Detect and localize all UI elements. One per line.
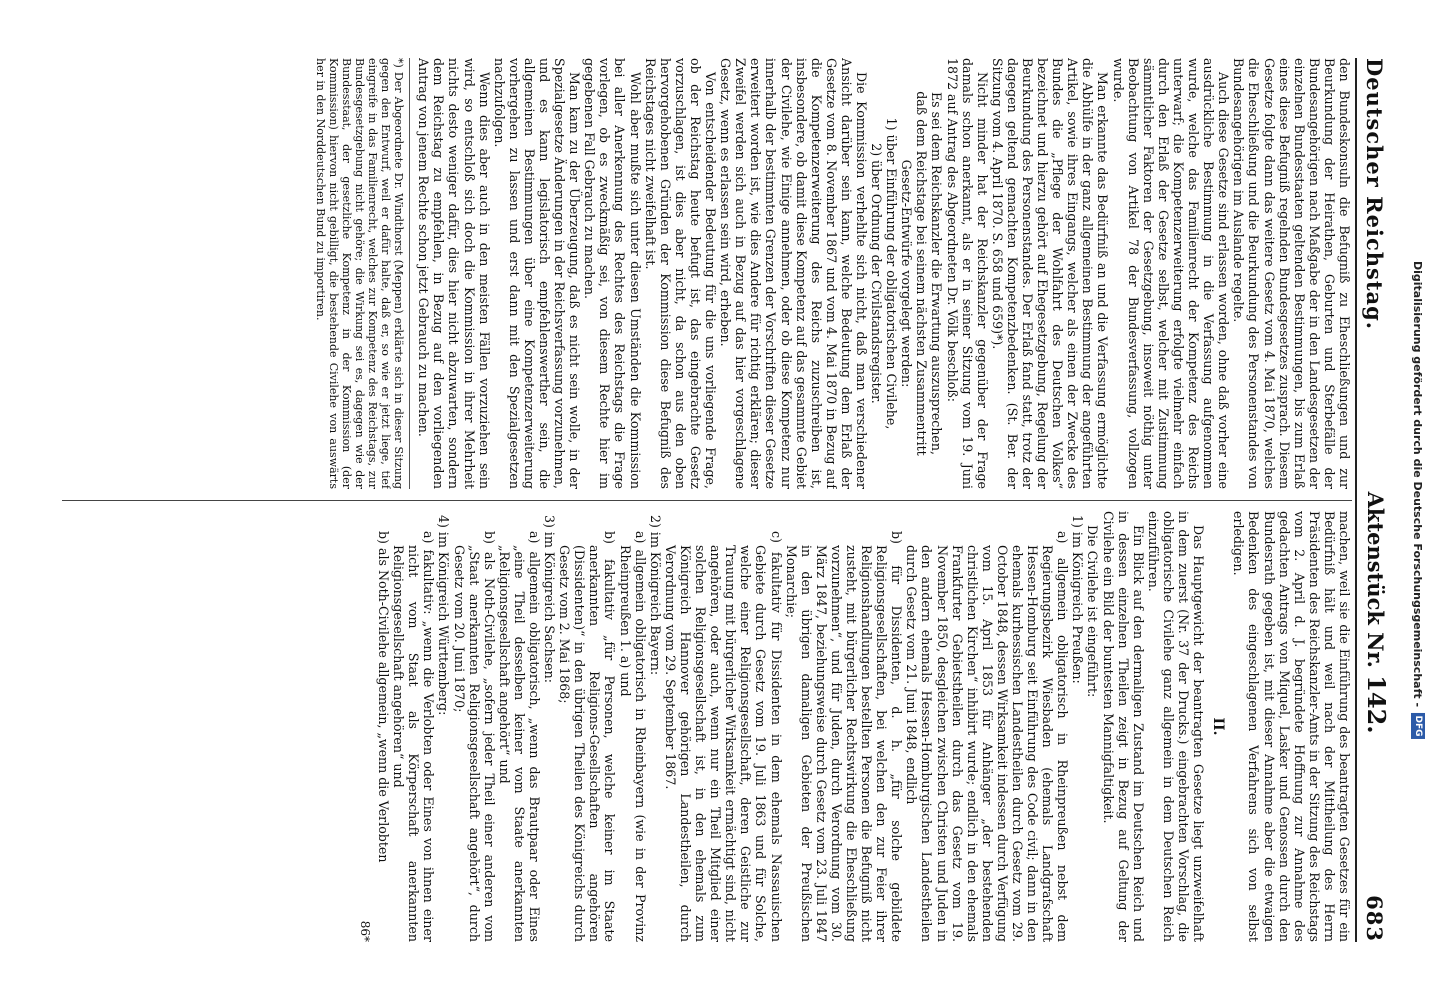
list-subitem: a) allgemein obligatorisch, „wenn das Brautpaar oder Eines „eine Theil desselben keiner vom Staate anerkannten „Religionsgesellschaft angehört“ und — [496, 531, 543, 942]
paragraph: machen, weil sie die Einführung des beantragten Gesetzes für ein Bedürfniß hält und weil nach der Mittheilung des Herrn Präsidenten des Reichskanzler-Amts in der Sitzung des Reichstags vom 2. April d. J. begründete Hoffnung zur Annahme des gedachten Antrags von Miquel, Lasker und Genossen durch den Bundesrath gegeben ist, mit dieser Annahme aber die etwaigen Bedenken des eingeschlagenen Verfahrens sich von selbst erledigen. — [1231, 511, 1352, 942]
section-heading: II. — [1210, 717, 1227, 736]
list-subitem: b) fakultativ „für Personen, welche keiner im Staate anerkannten Religions-Gesellschaften angehören (Dissidenten)“ in den übrigen Theilen des Königreichs durch Gesetz vom 2. Mai 1868; — [557, 531, 618, 942]
list-item: 2) über Ordnung der Civilstandsregister. — [869, 143, 885, 404]
paragraph: Nicht minder hat der Reichskanzler gegenüber der Frage damals schon anerkannt, als er in seiner Sitzung vom 19. Juni 1872 auf Antrag des Abgeordneten Dr. Völk beschloß: — [944, 58, 990, 489]
paragraph: Die Civilehe ist eingeführt: — [1085, 525, 1101, 698]
page-header — [1355, 58, 1402, 942]
list-subitem: b) für Dissidenten, d. h. „für solche gebildete Religionsgesellschaften, bei welchen den zur Feier ihrer Religionshandlungen bestellten Personen die Befugniß nicht zusteht, mit bürgerlicher Rechtswirkung die Eheschließung vorzunehmen“, und für Juden, durch Verordnung vom 30. März 1847, beziehungsweise durch Gesetz vom 23. Juli 1847 in den übrigen damaligen Gebieten der Preußischen Monarchie; — [783, 531, 905, 942]
list-subitem: c) fakultativ für Dissidenten in dem ehemals Nassauischen Gebiete durch Gesetz vom 19. Juli 1863 und für Solche, welche einer Religionsgesellschaft, deren Geistliche zur Trauung mit bürgerlicher Wirksamkeit ermächtigt sind, nicht angehören, oder auch, wenn nur ein Theil Mitglied einer solchen Religionsgesellschaft ist, in den ehemals zum Königreich Hannover gehörigen Landestheilen, durch Verordnung vom 29. September 1867. — [662, 531, 784, 942]
paragraph: Wenn dies aber auch in den meisten Fällen vorzuziehen sein wird, so entschloß sich doch die Kommission in ihrer Mehrheit nichts desto weniger dafür, dies hier nicht abzuwarten, sondern dem Reichstag zu empfehlen, in Bezug auf den vorliegenden Antrag von jenem Rechte schon jetzt Gebrauch zu machen. — [416, 58, 492, 489]
columns — [62, 58, 1352, 942]
right-column — [62, 511, 1352, 942]
list-subitem: b) als Noth-Civilehe allgemein, „wenn die Verlobten — [376, 531, 392, 863]
paragraph: Wohl aber mußte sich unter diesen Umständen die Kommission bei aller Anerkennung des Rechtes des Reichstags die Frage vorlegen, ob es zweckmäßig sei, von diesem Rechte hier im gegebenen Fall Gebrauch zu machen. — [582, 58, 643, 489]
credit-text: Digitalisierung gefördert durch die Deutsche Forschungsgemeinschaft - — [1411, 260, 1425, 708]
left-column — [62, 58, 1352, 489]
list-subitem: a) fakultativ: „wenn die Verlobten oder Eines von ihnen einer nicht vom Staat als Körperschaft anerkannten Religionsgesellschaft angehören“ und — [391, 531, 437, 942]
page-number: 683 — [1362, 895, 1387, 942]
list-item: 1) über Einführung der obligatorischen Civilehe, — [884, 117, 900, 430]
page-reference: 86* — [358, 920, 372, 942]
header-left-title: Deutscher Reichstag. — [1362, 58, 1387, 331]
dfg-logo: DFG — [1411, 713, 1425, 739]
list-item: 4) im Königreich Württemberg: — [436, 515, 452, 716]
digitization-credit — [1411, 261, 1425, 739]
paragraph: Die Kommission verhehlte sich nicht, daß man verschiedener Ansicht darüber sein kann, welche Bedeutung dem Erlaß der Gesetze vom 8. November 1867 und vom 4. Mai 1870 in Bezug auf die Kompetenzerweiterung des Reichs zuzuschreiben ist, insbesondere, ob damit diese Kompetenz auf das gesammte Gebiet der Civilehe, wie Einige annehmen, oder ob diese Kompetenz nur innerhalb der bestimmten Grenzen der Vorschriften dieser Gesetze erweitert worden ist, wie dies Andere für richtig erklären; dieser Zweifel werden sich auch in Bezug auf das hier vorgeschlagene Gesetz, wenn es erlassen sein wird, erheben. — [718, 58, 869, 489]
quote: Es sei dem Reichskanzler die Erwartung auszusprechen, daß dem Reichstage bei seinem nächsten Zusammentritt Gesetz-Entwürfe vorgelegt werden: — [899, 91, 945, 456]
header-number: 142. — [1362, 675, 1391, 734]
paragraph: Ein Blick auf den dermaligen Zustand im Deutschen Reich und in dessen einzelnen Theilen zeigt in Bezug auf Geltung der Civilehe ein Bild der buntesten Mannigfaltigkeit. — [1100, 511, 1146, 942]
list-subitem: a) allgemein obligatorisch in Rheinpreußen nebst dem Regierungsbezirk Wiesbaden (ehemals Landgrafschaft Hessen-Homburg seit Einführung des Code civil; dann in den ehemals kurhessischen Landestheilen durch Gesetz vom 29. October 1848, dessen Wirksamkeit indessen durch Verfügung vom 15. April 1853 für Anhänger „der bestehenden christlichen Kirchen“ inhibirt wurde; endlich in den ehemals Frankfurter Gebietstheilen durch das Gesetz vom 19. November 1850, desgleichen zwischen Christen und Juden in den andern ehemals Hessen-Homburgischen Landestheilen durch Gesetz vom 21. Juni 1848, endlich — [904, 531, 1071, 942]
list-subitem: b) als Noth-Civilehe, „sofern jeder Theil einer anderen vom „Staat anerkannten Religionsgesellschaft angehört“, durch Gesetz vom 20. Juni 1870; — [451, 531, 497, 942]
list-item: 3) im Königreich Sachsen: — [542, 515, 558, 683]
paragraph: den Bundeskonsuln die Befugniß zu Eheschließungen und zur Beurkundung der Heirathen, Geburten und Sterbefälle der Bundesangehörigen nach Maßgabe der in den Landesgesetzen der einzelnen Bundesstaaten geltenden Bestimmungen, bis zum Erlaß eines diese Befugniß regelnden Bundesgesetzes zusprach. Diesem Gesetze folgte dann das weitere Gesetz vom 4. Mai 1870, welches die Eheschließung und die Beurkundung des Personenstandes von Bundesangehörigen im Auslande regelte. — [1231, 58, 1352, 489]
paragraph: Von entscheidender Bedeutung für die uns vorliegende Frage, ob der Reichstag heute befugt ist, das eingebrachte Gesetz vorzuschlagen, ist dies aber nicht, da schon aus den oben hervorgehobenen Gründen der Kommission diese Befugniß des Reichstages nicht zweifelhaft ist. — [642, 58, 719, 489]
list-item: 1) im Königreich Preußen: — [1070, 515, 1086, 684]
header-document-title — [1362, 492, 1391, 734]
paragraph: Auch diese Gesetze sind erlassen worden, ohne daß vorher eine ausdrückliche Bestimmung in die Verfassung aufgenommen wurde, welche das Familienrecht der Kompetenz des Reichs unterwarf; die Kompetenzerweiterung erfolgte vielmehr einfach durch den Erlaß der Gesetze selbst, welcher mit Zustimmung sämmtlicher Faktoren der Gesetzgebung, insoweit nöthig unter Beobachtung von Artikel 78 der Bundesverfassung, vollzogen wurde. — [1110, 58, 1232, 489]
paragraph: Man erkannte das Bedürfniß an und die Verfassung ermöglichte die Abhülfe in der ganz allgemeinen Bestimmung der angeführten Artikel, sowie ihres Eingangs, welcher als einen der Zwecke des Bundes die „Pflege der Wohlfahrt des Deutschen Volkes“ bezeichnet und hierzu gehört auf Ehegesetzgebung, Regelung der Beurkundung des Personenstandes. Der Erlaß fand statt, trotz der dagegen geltend gemachten Kompetenzbedenken. (St. Ber. der Sitzung vom 4. April 1870. S. 658 und 659)*). — [989, 58, 1111, 489]
footnote: *) Der Abgeordnete Dr. Windthorst (Meppen) erklärte sich in dieser Sitzung gegen den Entwurf, weil er dafür halte, daß er, so wie er jetzt liege, tief eingreife in das Familienrecht, welches zur Kompetenz des Reichstags, zur Bundesgesetzgebung nicht gehöre; die Wirkung sei es, dagegen wie der Bundesstaat, der gesetzliche Kompetenz in der Kommission (der Kommission) hiervon nicht gebilligt, die bestehende Civilehe von auswärts her in den Norddeutschen Bund zu importiren. — [314, 58, 410, 489]
list-subitem: a) allgemein obligatorisch in Rheinbayern (wie in der Provinz Rheinpreußen 1. a) und — [617, 531, 648, 942]
list-item: 2) im Königreich Bayern: — [647, 515, 663, 676]
paragraph: Das Hauptgewicht der beantragten Gesetze liegt unzweifelhaft in dem zuerst (Nr. 37 der Drucks.) eingebrachten Vorschlag, die obligatorische Civilehe ganz allgemein in dem Deutschen Reich einzuführen. — [1145, 511, 1207, 942]
paragraph: Man kam zu der Überzeugung, daß es nicht sein wolle, in der Spezialgesetze Änderungen in der Reichsverfassung vorzunehmen, und es kann legislatorisch empfehlenswerther sein, die allgemeinen Bestimmungen über eine Kompetenzerweiterung vorhergehen zu lassen und erst dann mit den Spezialgesetzen nachzufolgen. — [491, 58, 583, 489]
header-prefix: Aktenstück Nr. — [1363, 491, 1388, 668]
